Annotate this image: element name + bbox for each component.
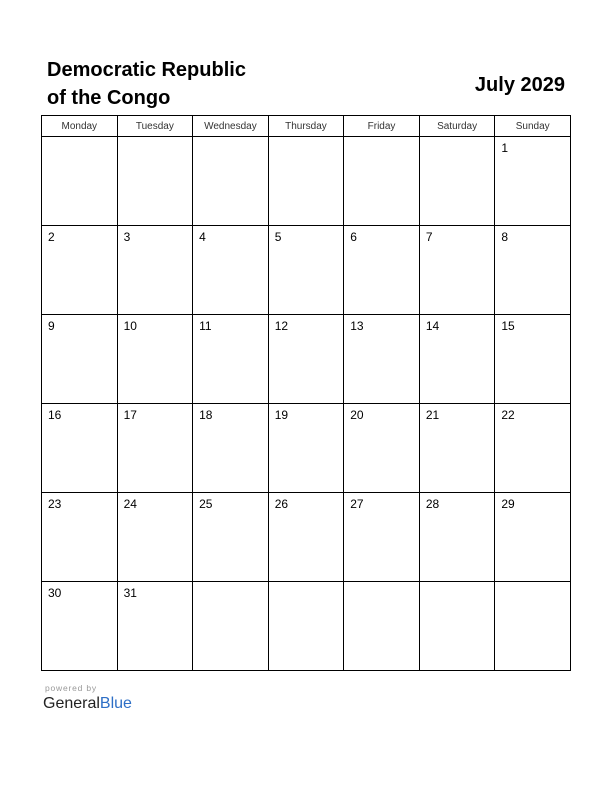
day-cell: [495, 404, 571, 493]
day-number: [420, 582, 495, 586]
footer-branding: [43, 683, 132, 714]
day-cell: [42, 582, 118, 671]
day-cell: [419, 226, 495, 315]
day-number: [269, 137, 344, 141]
country-title: [47, 56, 307, 112]
day-number: 20: [350, 408, 364, 422]
day-cell: [495, 226, 571, 315]
weekday-header: Friday: [344, 116, 420, 137]
day-number: 22: [501, 408, 515, 422]
day-number: [344, 582, 419, 586]
day-number: 31: [123, 586, 137, 600]
month-title: July 2029: [474, 74, 565, 96]
day-number: [118, 137, 193, 141]
logo-general-text: General: [43, 695, 100, 712]
day-cell: [344, 493, 420, 582]
day-cell: [117, 137, 193, 226]
day-number: 11: [199, 319, 212, 333]
day-number: [495, 582, 570, 586]
day-cell: [117, 226, 193, 315]
day-number: 6: [350, 230, 357, 244]
day-cell: [344, 226, 420, 315]
day-cell: [268, 493, 344, 582]
week-row: [42, 137, 571, 226]
weekday-header-row: [42, 116, 571, 137]
day-number: 19: [274, 408, 289, 422]
day-cell: [117, 315, 193, 404]
day-cell: [344, 404, 420, 493]
day-cell: [495, 493, 571, 582]
day-number: 16: [48, 408, 62, 422]
day-number: 24: [123, 497, 137, 511]
weekday-header: Tuesday: [117, 116, 193, 137]
day-cell: [268, 137, 344, 226]
day-number: [42, 137, 117, 141]
day-number: 10: [123, 319, 137, 333]
day-cell: [193, 404, 269, 493]
day-number: 13: [350, 319, 364, 333]
day-cell: [42, 404, 118, 493]
day-cell: [193, 493, 269, 582]
weekday-header: Saturday: [419, 116, 495, 137]
week-row: [42, 226, 571, 315]
day-number: 23: [48, 497, 62, 511]
day-number: 1: [501, 141, 509, 155]
week-row: [42, 404, 571, 493]
day-cell: [495, 315, 571, 404]
day-cell: [268, 226, 344, 315]
day-cell: [268, 404, 344, 493]
day-number: [344, 137, 419, 141]
day-number: 25: [199, 497, 213, 511]
day-number: 17: [123, 408, 137, 422]
weekday-header: Monday: [42, 116, 118, 137]
day-number: 21: [425, 408, 440, 422]
day-number: 12: [274, 319, 289, 333]
country-title-line-2: of the Congo: [47, 87, 171, 109]
day-cell: [419, 137, 495, 226]
day-number: 5: [274, 230, 282, 244]
day-number: 3: [123, 230, 131, 244]
generalblue-logo: [43, 694, 132, 714]
day-cell: [419, 404, 495, 493]
day-cell: [193, 137, 269, 226]
day-cell: [193, 582, 269, 671]
day-cell: [42, 315, 118, 404]
day-number: 2: [48, 230, 55, 244]
powered-by-text: powered by: [45, 683, 97, 693]
day-cell: [419, 582, 495, 671]
day-number: [269, 582, 344, 586]
day-cell: [117, 493, 193, 582]
day-cell: [193, 226, 269, 315]
day-cell: [419, 315, 495, 404]
day-number: [193, 137, 268, 141]
logo-blue-text: Blue: [99, 695, 132, 712]
day-cell: [268, 315, 344, 404]
day-number: 26: [274, 497, 289, 511]
day-number: 4: [199, 230, 206, 244]
day-number: 27: [350, 497, 364, 511]
week-row: [42, 315, 571, 404]
day-number: 7: [425, 230, 433, 244]
day-cell: [117, 582, 193, 671]
day-cell: [344, 582, 420, 671]
day-number: 9: [48, 319, 55, 333]
day-cell: [344, 137, 420, 226]
day-cell: [42, 137, 118, 226]
weekday-header: Wednesday: [193, 116, 269, 137]
country-title-line-1: Democratic Republic: [47, 59, 246, 81]
day-cell: [193, 315, 269, 404]
week-row: [42, 493, 571, 582]
calendar-grid: [41, 115, 571, 671]
day-number: 14: [425, 319, 440, 333]
day-number: 29: [501, 497, 515, 511]
day-cell: [419, 493, 495, 582]
day-number: 8: [501, 230, 509, 244]
weekday-header: Sunday: [495, 116, 571, 137]
day-cell: [495, 582, 571, 671]
day-cell: [268, 582, 344, 671]
day-cell: [344, 315, 420, 404]
weekday-header: Thursday: [268, 116, 344, 137]
day-number: 18: [199, 408, 213, 422]
week-row: [42, 582, 571, 671]
day-number: 28: [425, 497, 440, 511]
day-cell: [42, 493, 118, 582]
day-number: [193, 582, 268, 586]
day-number: [420, 137, 495, 141]
day-cell: [42, 226, 118, 315]
day-number: 15: [501, 319, 515, 333]
day-cell: [117, 404, 193, 493]
day-number: 30: [48, 586, 62, 600]
day-cell: [495, 137, 571, 226]
